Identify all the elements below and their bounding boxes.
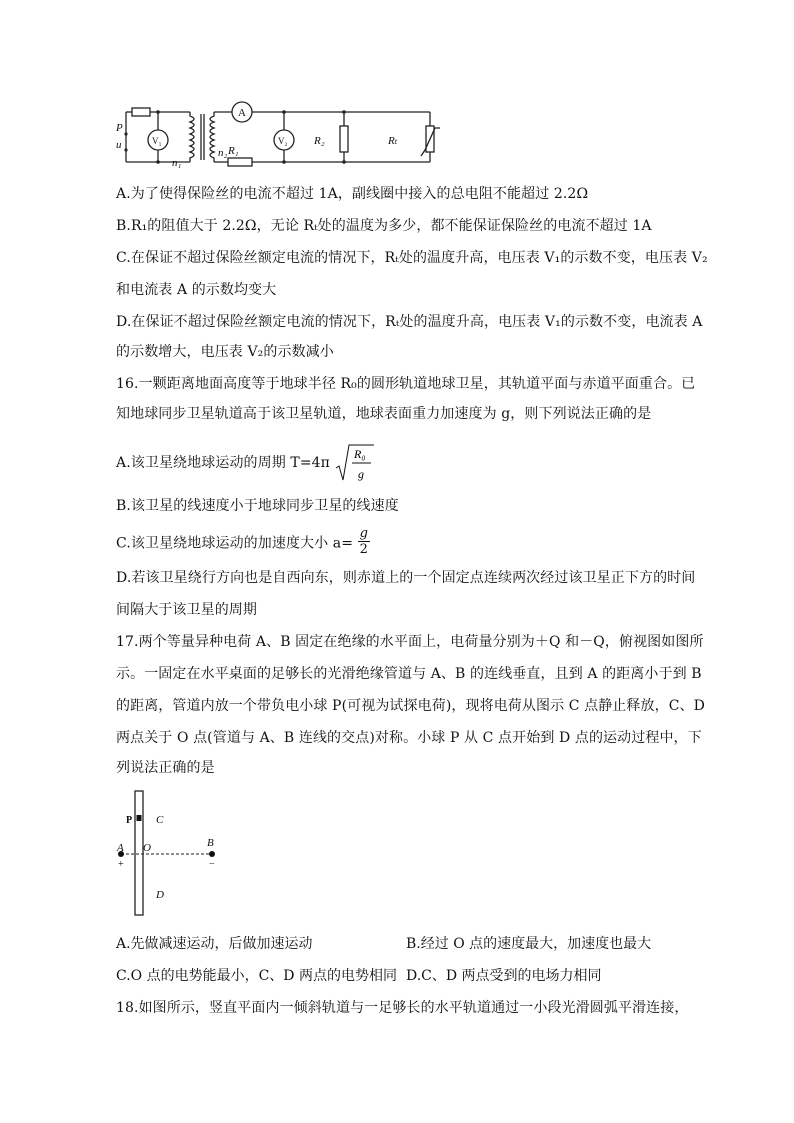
label-n2: n₂	[218, 147, 228, 159]
charges-diagram	[110, 788, 230, 918]
q17-option-d: D.C、D 两点受到的电场力相同	[406, 968, 602, 984]
circuit-figure	[112, 98, 452, 178]
q16-option-d-line2: 间隔大于该卫星的周期	[116, 602, 257, 618]
q17-stem-line1: 17.两个等量异种电荷 A、B 固定在绝缘的水平面上，电荷量分别为＋Q 和－Q，俯视图如图所	[116, 634, 704, 650]
q16-option-c-text: C.该卫星绕地球运动的加速度大小 a=	[116, 535, 354, 552]
q17-option-c: C.O 点的电势能最小，C、D 两点的电势相同	[116, 968, 397, 984]
q17-stem-line5: 列说法正确的是	[116, 760, 215, 776]
q16-c-numerator: g	[359, 526, 369, 541]
q16-c-denominator: 2	[359, 542, 369, 557]
label-u: u	[116, 139, 122, 151]
q16-stem-line1: 16.一颗距离地面高度等于地球半径 R₀的圆形轨道地球卫星，其轨道平面与赤道平面重合。已	[116, 376, 696, 392]
q15-option-d-line1: D.在保证不超过保险丝额定电流的情况下，Rₜ处的温度升高，电压表 V₁的示数不变，电流表 A	[116, 314, 703, 330]
label-c: C	[156, 814, 164, 826]
q15-option-c-line1: C.在保证不超过保险丝额定电流的情况下，Rₜ处的温度升高，电压表 V₁的示数不变，电压表 V₂	[116, 250, 708, 266]
label-n1: n₁	[172, 157, 182, 169]
q17-option-b: B.经过 O 点的速度最大，加速度也最大	[406, 936, 652, 952]
q18-stem-line1: 18.如图所示，竖直平面内一倾斜轨道与一足够长的水平轨道通过一小段光滑圆弧平滑连接，	[116, 1000, 689, 1016]
q17-stem-line3: 的距离，管道内放一个带负电小球 P(可视为试探电荷)，现将电荷从图示 C 点静止释放，C、D	[116, 698, 705, 714]
label-r1: R₁	[228, 145, 239, 157]
q16-option-a	[116, 442, 375, 484]
q16-option-b: B.该卫星的线速度小于地球同步卫星的线速度	[116, 498, 399, 514]
label-b: B	[207, 837, 214, 849]
label-d: D	[156, 889, 164, 901]
label-p: P	[116, 122, 123, 134]
q16-option-d-line1: D.若该卫星绕行方向也是自西向东，则赤道上的一个固定点连续两次经过该卫星正下方的时间	[116, 570, 696, 586]
q16-c-fraction	[358, 526, 370, 557]
label-o: O	[143, 842, 151, 854]
circuit-diagram	[112, 98, 452, 178]
q16-stem-line2: 知地球同步卫星轨道高于该卫星轨道，地球表面重力加速度为 g，则下列说法正确的是	[116, 406, 652, 422]
q16-option-c	[116, 528, 370, 559]
charges-figure	[110, 788, 230, 918]
q15-option-a: A.为了使得保险丝的电流不超过 1A，副线圈中接入的总电阻不能超过 2.2Ω	[116, 186, 589, 202]
q16-a-numerator: R₀	[353, 447, 366, 461]
label-p: P	[126, 815, 133, 826]
q15-option-b: B.R₁的阻值大于 2.2Ω，无论 Rₜ处的温度为多少，都不能保证保险丝的电流不超过 1A	[116, 218, 652, 234]
q17-stem-line2: 示。一固定在水平桌面的足够长的光滑绝缘管道与 A、B 的连线垂直，且到 A 的距离小于到 B	[116, 666, 702, 682]
label-v1: V₁	[152, 136, 162, 146]
label-r2: R₂	[314, 135, 325, 147]
q15-option-d-line2: 的示数增大，电压表 V₂的示数减小	[116, 344, 334, 360]
label-rt: Rₜ	[388, 135, 398, 147]
q16-option-a-text: A.该卫星绕地球运动的周期 T=4π	[116, 455, 330, 471]
q16-a-denominator: g	[357, 467, 364, 481]
ball-p	[137, 815, 142, 821]
q17-option-a: A.先做减速运动，后做加速运动	[116, 936, 313, 952]
label-plus: +	[118, 859, 124, 870]
label-v2: V₂	[278, 136, 288, 146]
label-ammeter: A	[238, 107, 246, 119]
label-minus: −	[209, 859, 215, 870]
sqrt-symbol	[335, 442, 375, 484]
charge-b	[209, 851, 215, 857]
q15-option-c-line2: 和电流表 A 的示数均变大	[116, 282, 277, 298]
q17-stem-line4: 两点关于 O 点(管道与 A、B 连线的交点)对称。小球 P 从 C 点开始到 D 点的运动过程中，下	[116, 730, 702, 746]
label-a: A	[117, 842, 124, 854]
